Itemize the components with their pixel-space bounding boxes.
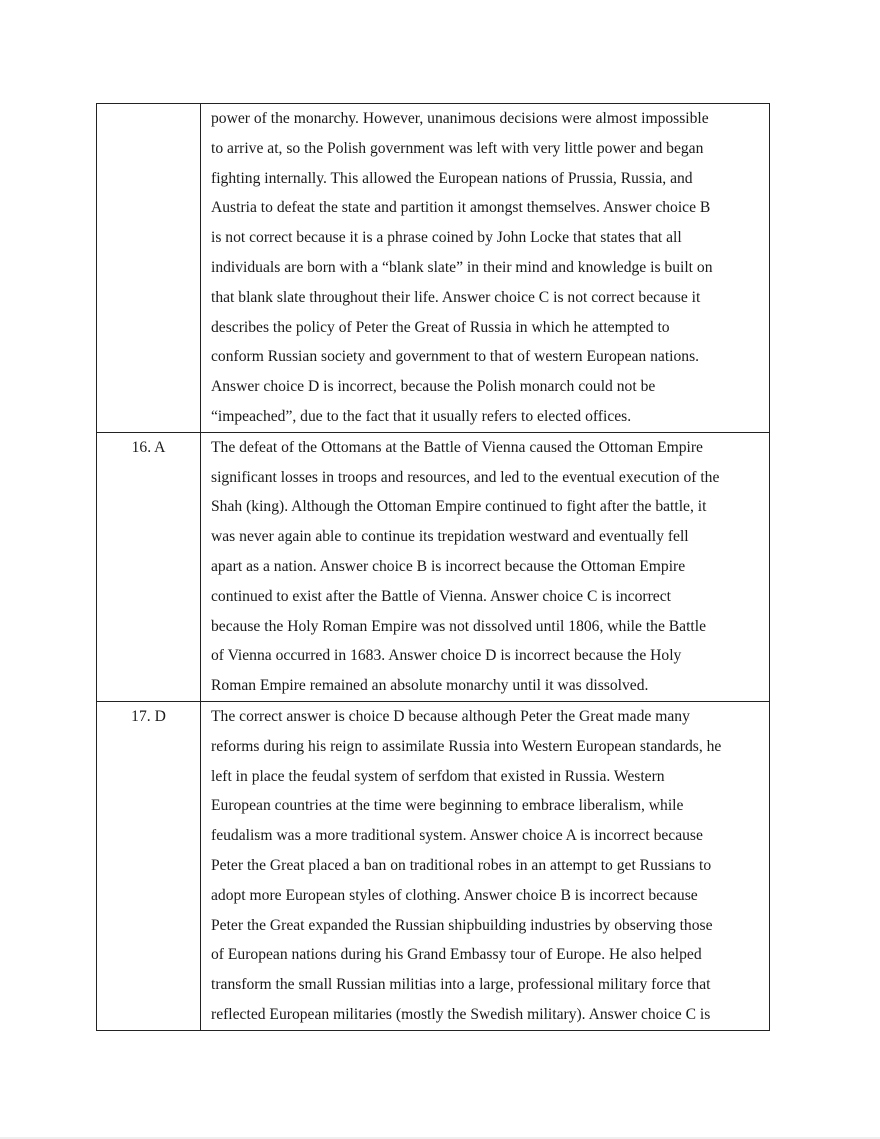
table-row [97,104,770,433]
explanation-line: reflected European militaries (mostly the Swedish military). Answer choice C is [211,1005,711,1023]
answer-number-cell [97,104,201,433]
explanation-line: of European nations during his Grand Embassy tour of Europe. He also helped [211,946,702,964]
explanation-cell [201,104,770,433]
explanation-line: The defeat of the Ottomans at the Battle of Vienna caused the Ottoman Empire [211,438,703,456]
answer-number-cell [97,432,201,701]
explanation-line: conform Russian society and government to that of western European nations. [211,348,700,366]
explanation-line: power of the monarchy. However, unanimous decisions were almost impossible [211,110,709,127]
explanation-line: was never again able to continue its trepidation westward and eventually fell [211,528,689,546]
explanation-line: Roman Empire remained an absolute monarchy until it was dissolved. [211,677,649,695]
explanation-line: significant losses in troops and resources, and led to the eventual execution of the [211,468,720,486]
table-row [97,701,770,1030]
explanation-line: individuals are born with a “blank slate” in their mind and knowledge is built on [211,258,713,276]
answer-number-cell [97,701,201,1030]
explanation-line: fighting internally. This allowed the European nations of Prussia, Russia, and [211,169,693,187]
explanation-line: Peter the Great expanded the Russian shipbuilding industries by observing those [211,916,713,934]
explanation-line: because the Holy Roman Empire was not dissolved until 1806, while the Battle [211,617,707,635]
explanation-line: feudalism was a more traditional system. Answer choice A is incorrect because [211,827,703,845]
explanation-line: European countries at the time were beginning to embrace liberalism, while [211,797,684,815]
explanation-line: Peter the Great placed a ban on traditional robes in an attempt to get Russians to [211,856,712,874]
explanation-line: of Vienna occurred in 1683. Answer choice D is incorrect because the Holy [211,647,682,665]
answer-number: 17. D [131,707,166,725]
explanation-line: “impeached”, due to the fact that it usually refers to elected offices. [211,407,632,425]
explanation-line: Answer choice D is incorrect, because the Polish monarch could not be [211,378,656,396]
explanation-cell [201,432,770,701]
explanation-line: Shah (king). Although the Ottoman Empire continued to fight after the battle, it [211,498,707,516]
explanation-line: continued to exist after the Battle of Vienna. Answer choice C is incorrect [211,587,671,605]
explanation-line: left in place the feudal system of serfdom that existed in Russia. Western [211,767,665,785]
answer-number: 16. A [131,438,166,456]
explanation-line: describes the policy of Peter the Great of Russia in which he attempted to [211,318,670,336]
answer-explanations-table [96,103,770,1031]
explanation-line: The correct answer is choice D because although Peter the Great made many [211,707,690,725]
explanation-line: transform the small Russian militias into a large, professional military force that [211,976,711,994]
explanation-line: to arrive at, so the Polish government was left with very little power and began [211,139,704,157]
explanation-line: is not correct because it is a phrase coined by John Locke that states that all [211,229,682,247]
explanation-line: apart as a nation. Answer choice B is incorrect because the Ottoman Empire [211,557,686,575]
explanation-line: Austria to defeat the state and partition it amongst themselves. Answer choice B [211,199,711,217]
table-row [97,432,770,701]
explanation-cell [201,701,770,1030]
explanation-line: adopt more European styles of clothing. Answer choice B is incorrect because [211,886,698,904]
explanation-line: that blank slate throughout their life. Answer choice C is not correct because it [211,288,701,306]
explanation-line: reforms during his reign to assimilate Russia into Western European standards, he [211,737,722,755]
